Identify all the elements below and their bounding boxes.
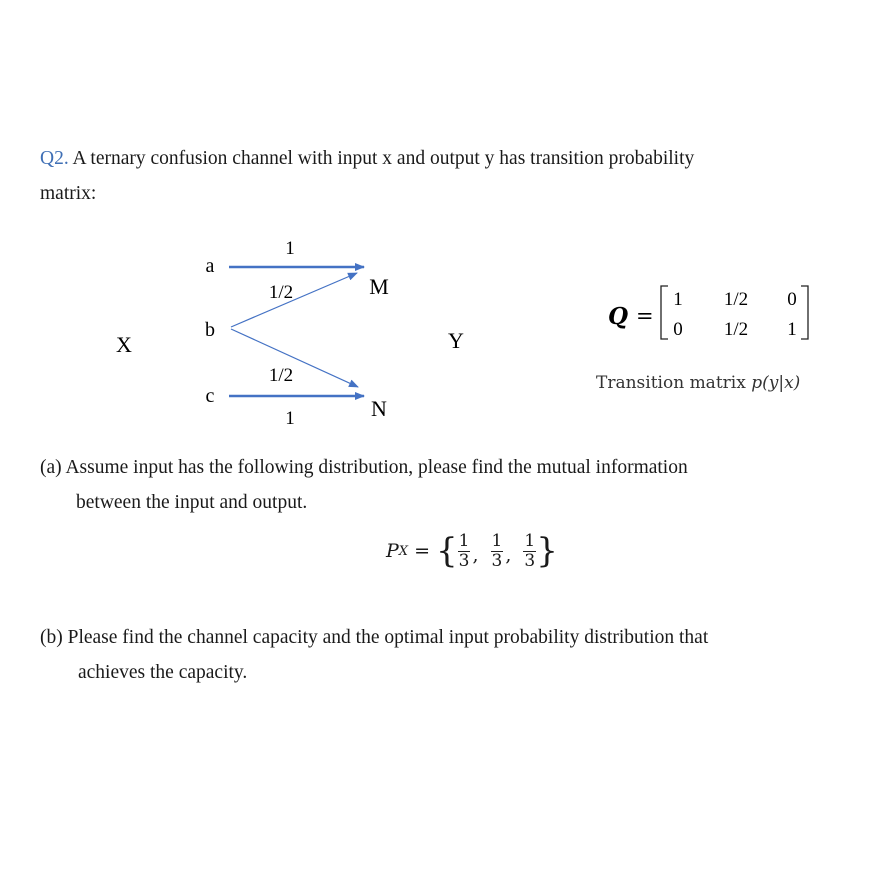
dist-fraction-1 bbox=[458, 532, 471, 571]
prob-label-a-m: 1 bbox=[285, 238, 295, 259]
fraction-denominator: 3 bbox=[458, 550, 470, 571]
matrix-equals: = bbox=[636, 304, 654, 328]
prob-label-c-n: 1 bbox=[285, 408, 295, 429]
channel-diagram bbox=[0, 225, 560, 435]
matrix-caption-text: Transition matrix bbox=[596, 373, 746, 393]
part-a-line2-wrap bbox=[76, 485, 848, 520]
matrix-caption bbox=[596, 373, 800, 393]
part-b-line2: achieves the capacity. bbox=[78, 662, 248, 683]
part-b-line2-wrap bbox=[78, 655, 848, 690]
dist-right-brace: } bbox=[536, 531, 558, 571]
fraction-numerator: 1 bbox=[458, 530, 470, 551]
question-intro-line1: A ternary confusion channel with input x and output y has transition probability bbox=[72, 148, 695, 169]
edge-b-to-n bbox=[231, 329, 358, 387]
matrix-cell: 1/2 bbox=[723, 319, 749, 340]
input-node-b: b bbox=[205, 319, 215, 341]
prob-label-b-m: 1/2 bbox=[268, 282, 294, 303]
fraction-denominator: 3 bbox=[491, 550, 503, 571]
part-b-line1: (b) Please find the channel capacity and the optimal input probability distribution that bbox=[40, 627, 709, 648]
matrix-cell: 1 bbox=[787, 319, 797, 340]
part-b-line1-wrap bbox=[40, 620, 848, 655]
input-label: X bbox=[116, 332, 132, 357]
fraction-numerator: 1 bbox=[524, 530, 536, 551]
input-distribution: P X = { $\frac{1}{3}$ , $\frac{1}{3}$ , $\frac{1}{3}$ } bbox=[386, 530, 558, 571]
question-number: Q2. bbox=[40, 148, 69, 169]
dist-symbol: P bbox=[386, 540, 399, 562]
output-node-n: N bbox=[371, 396, 387, 421]
input-node-c: c bbox=[205, 385, 215, 407]
matrix-caption-math: p(y|x) bbox=[751, 373, 801, 393]
question-intro-line2-wrap bbox=[40, 176, 848, 211]
dist-left-brace: { bbox=[435, 531, 458, 571]
dist-fraction-2 bbox=[491, 532, 504, 571]
output-node-m: M bbox=[369, 274, 389, 299]
fraction-numerator: 1 bbox=[491, 530, 503, 551]
output-label: Y bbox=[448, 328, 464, 353]
dist-subscript: X bbox=[398, 543, 409, 559]
matrix-symbol: Q bbox=[608, 303, 629, 330]
dist-equals: = bbox=[414, 540, 430, 562]
matrix-cell: 1 bbox=[673, 289, 683, 310]
transition-matrix bbox=[600, 280, 830, 350]
prob-label-b-n: 1/2 bbox=[268, 365, 294, 386]
part-a-line2: between the input and output. bbox=[76, 492, 308, 513]
input-node-a: a bbox=[205, 255, 215, 277]
question-intro bbox=[40, 141, 848, 176]
edge-b-to-m bbox=[231, 273, 357, 327]
matrix-right-bracket bbox=[801, 286, 808, 339]
question-intro-line2: matrix: bbox=[40, 183, 97, 204]
matrix-cell: 1/2 bbox=[723, 289, 749, 310]
matrix-left-bracket bbox=[661, 286, 668, 339]
fraction-denominator: 3 bbox=[524, 550, 536, 571]
matrix-cell: 0 bbox=[673, 319, 683, 340]
part-a-line1: (a) Assume input has the following distribution, please find the mutual information bbox=[40, 457, 688, 478]
dist-fraction-3 bbox=[523, 532, 536, 571]
part-a-line1-wrap bbox=[40, 450, 848, 485]
matrix-cell: 0 bbox=[787, 289, 797, 310]
